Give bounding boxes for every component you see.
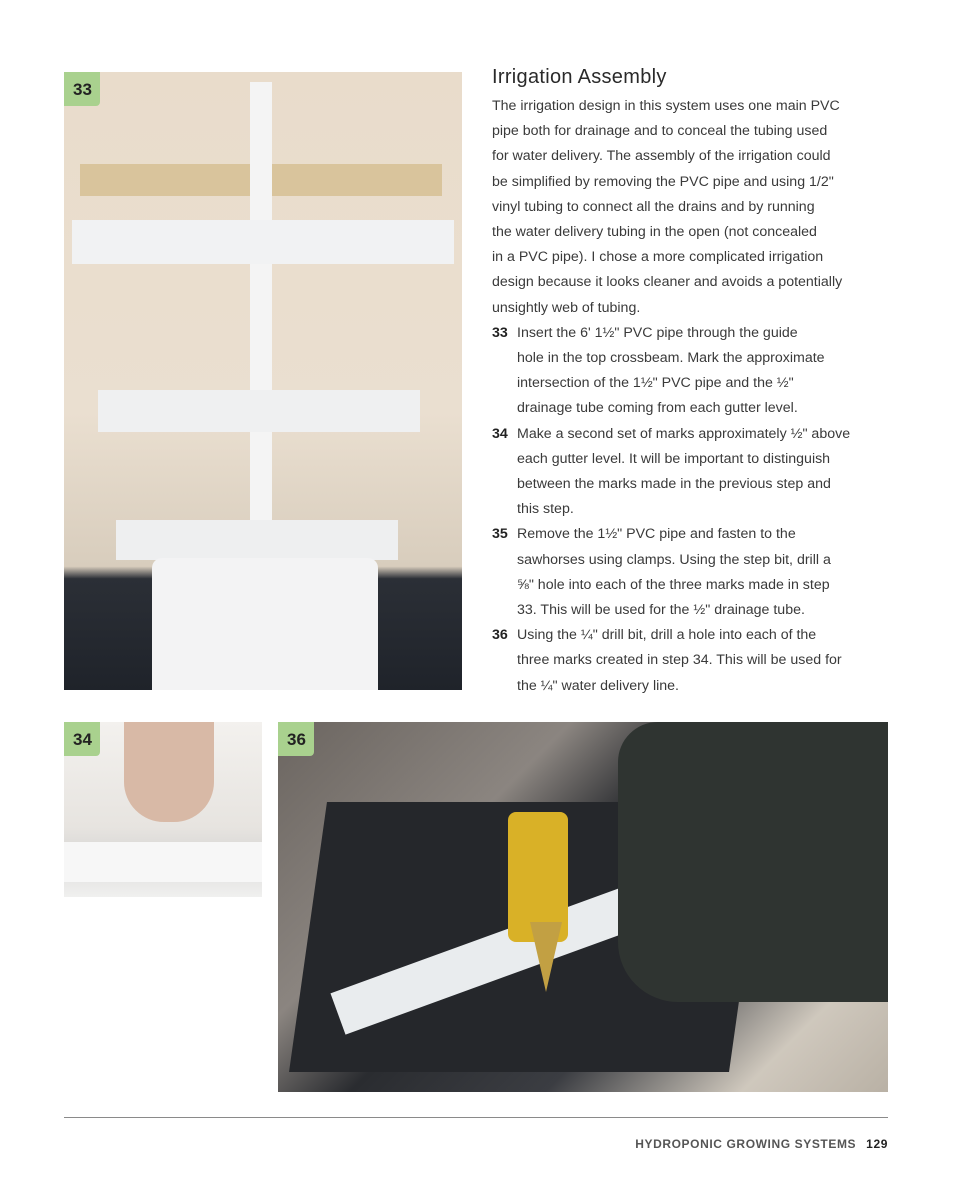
text-line: each gutter level. It will be important to distinguish [517, 450, 831, 467]
text-line: vinyl tubing to connect all the drains and by running [492, 198, 815, 215]
text-line: three marks created in step 34. This will be used for [517, 652, 842, 669]
body-text [492, 94, 892, 699]
text-line: ⅝" hole into each of the three marks made in step [517, 576, 830, 593]
text-line: between the marks made in the previous step and [517, 476, 831, 493]
gutter [98, 390, 420, 432]
text-line: unsightly web of tubing. [492, 299, 641, 316]
text-line: Make a second set of marks approximately ½" above [517, 425, 851, 442]
photo-step-36 [278, 722, 888, 1092]
section-heading: Irrigation Assembly [492, 66, 667, 88]
gutter [72, 220, 454, 264]
photo-step-34 [64, 722, 262, 897]
photo-badge: 34 [64, 722, 100, 756]
text-line: the ¼" water delivery line. [517, 677, 679, 694]
reservoir [152, 558, 378, 690]
step-number: 33 [492, 324, 508, 341]
text-line: Remove the 1½" PVC pipe and fasten to the [517, 526, 796, 543]
running-footer-title: HYDROPONIC GROWING SYSTEMS [635, 1137, 857, 1151]
text-line: be simplified by removing the PVC pipe and using 1/2" [492, 173, 834, 190]
step-33 [492, 321, 892, 422]
step-36 [492, 623, 892, 699]
text-line: intersection of the 1½" PVC pipe and the ½" [517, 375, 794, 392]
hand-with-marker [124, 722, 214, 822]
step-drill-bit [530, 922, 562, 992]
text-line: drainage tube coming from each gutter level. [517, 400, 798, 417]
step-number: 35 [492, 526, 508, 543]
step-35 [492, 522, 892, 623]
page-footer [635, 1137, 888, 1151]
gutter [116, 520, 398, 560]
text-line: Using the ¼" drill bit, drill a hole into each of the [517, 627, 817, 644]
photo-badge: 33 [64, 72, 100, 106]
text-line: Insert the 6' 1½" PVC pipe through the guide [517, 324, 798, 341]
text-line: The irrigation design in this system uses one main PVC [492, 98, 840, 114]
text-line: the water delivery tubing in the open (not concealed [492, 224, 817, 241]
text-line: sawhorses using clamps. Using the step bit, drill a [517, 551, 831, 568]
photo-badge: 36 [278, 722, 314, 756]
page-number: 129 [866, 1137, 888, 1151]
pvc-pipe [64, 842, 262, 882]
text-line: hole in the top crossbeam. Mark the approximate [517, 350, 825, 367]
text-line: in a PVC pipe). I chose a more complicated irrigation [492, 249, 824, 266]
sleeve [618, 722, 888, 1002]
photo-step-33 [64, 72, 462, 690]
text-line: for water delivery. The assembly of the irrigation could [492, 148, 831, 165]
text-line: pipe both for drainage and to conceal the tubing used [492, 123, 828, 140]
text-line: 33. This will be used for the ½" drainage tube. [517, 602, 805, 619]
text-line: design because it looks cleaner and avoids a potentially [492, 274, 843, 291]
step-number: 34 [492, 425, 508, 442]
step-34 [492, 422, 892, 523]
footer-rule [64, 1117, 888, 1118]
text-line: this step. [517, 501, 574, 518]
step-number: 36 [492, 627, 508, 644]
intro-paragraph [492, 94, 892, 321]
